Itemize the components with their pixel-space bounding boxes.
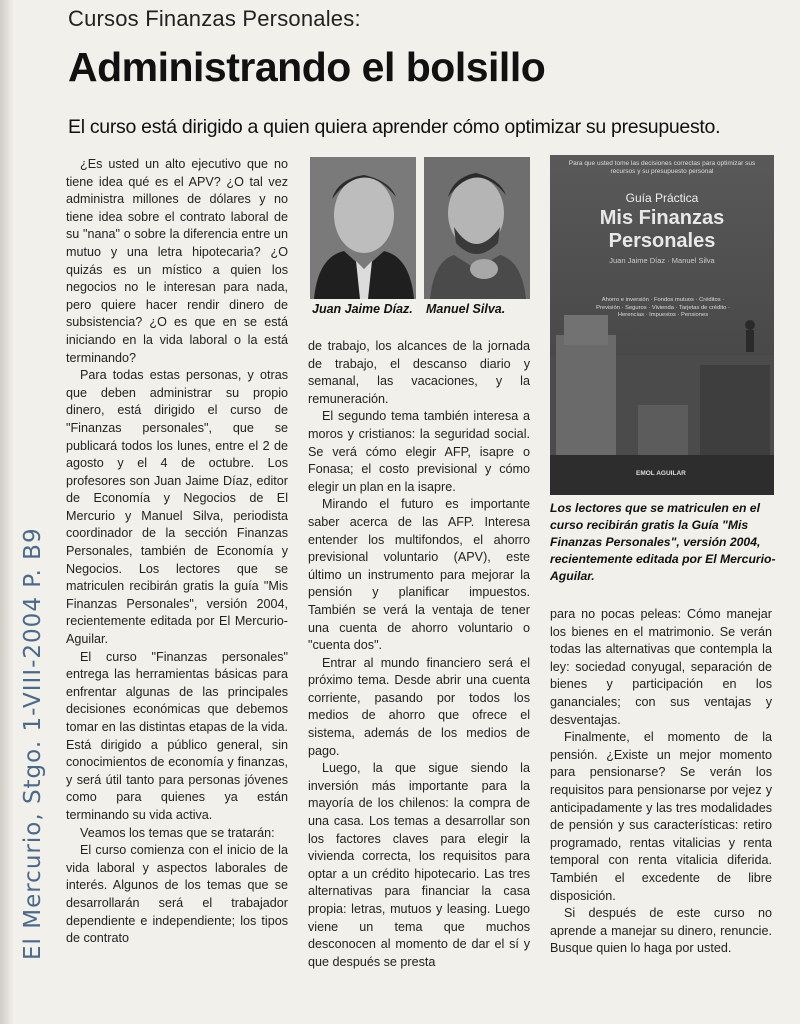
paragraph: para no pocas peleas: Cómo manejar los bienes en el matrimonio. Se verán todas las alternativas que contempla la ley: sociedad conyugal, separación de bienes y participación en los gananciales; con sus ventajas y desventajas. xyxy=(550,607,772,727)
portrait-icon xyxy=(310,157,416,299)
paragraph: Entrar al mundo financiero será el próximo tema. Desde abrir una cuenta corriente, pasando por todos los medios de ahorro que ofrece el sistema, además de los medios de pago. xyxy=(308,655,530,758)
body-column-1 xyxy=(66,156,288,996)
book-caption: Los lectores que se matriculen en el curso recibirán gratis la Guía "Mis Finanzas Personales", versión 2004, recientemente editada por El Mercurio-Aguilar. xyxy=(550,501,776,583)
handwritten-source-note: El Mercurio, Stgo. 1-VIII-2004 P. B9 xyxy=(20,527,46,960)
body-column-2 xyxy=(308,338,530,998)
paragraph: ¿Es usted un alto ejecutivo que no tiene idea qué es el APV? ¿O tal vez administra millones de dólares y no tiene idea sobre el contrato laboral de su "nana" o sobre la diferencia entre un mutuo y una letra hipotecaria? ¿O quizás es un místico a quien los negocios no le interesan para nada, pero quiere hacer rendir dinero de subsistencia? ¿O es que en se está iniciando en la vida laboral o la está terminando? xyxy=(66,157,288,365)
portrait-icon xyxy=(424,157,530,299)
paragraph: Mirando el futuro es importante saber acerca de las AFP. Interesa entender los multifondos, el ahorro previsional voluntario (APV), este último un instrumento para mejorar la pensión y planificar impuestos. También se verá la ventaja de tener una cuenta de ahorro voluntario o "cuenta dos". xyxy=(308,497,530,653)
book-cover-image xyxy=(550,155,774,495)
paragraph: El curso "Finanzas personales" entrega las herramientas básicas para enfrentar algunas de las principales decisiones económicas que debemos tomar en las distintas etapas de la vida. Está dirigido a público general, sin conocimientos de economía y finanzas, y será útil tanto para personas jóvenes como para quienes ya están terminando su vida activa. xyxy=(66,649,288,822)
paragraph: El curso comienza con el inicio de la vida laboral y aspectos laborales de interés. Algunos de los temas que se desarrollarán será el trabajador dependiente e independiente; los tipos de contrato xyxy=(66,843,288,946)
photo-caption: Juan Jaime Díaz. xyxy=(312,302,413,316)
article-headline: Administrando el bolsillo xyxy=(68,44,546,90)
photo-caption: Manuel Silva. xyxy=(426,302,506,316)
paragraph: El segundo tema también interesa a moros y cristianos: la seguridad social. Se verá cómo elegir AFP, isapre o Fonasa; el costo previsional y cómo elegir un plan en la isapre. xyxy=(308,409,530,494)
paragraph: de trabajo, los alcances de la jornada de trabajo, el descanso diario y semanal, las vacaciones, y la remuneración. xyxy=(308,339,530,406)
body-column-3 xyxy=(550,606,772,1001)
book-title-line1: Mis Finanzas xyxy=(599,207,725,229)
photo-manuel-silva xyxy=(424,157,530,299)
page-edge-shadow xyxy=(0,0,14,1024)
city-skyline-icon xyxy=(550,155,774,495)
book-publisher: EMOL AGUILAR xyxy=(636,470,686,477)
book-title-line2: Personales xyxy=(608,230,716,252)
book-label: Guía Práctica xyxy=(625,191,699,205)
paragraph: Luego, la que sigue siendo la inversión más importante para la mayoría de los chilenos: la compra de una casa. Los temas a desarrollar son los factores claves para elegir la vivienda correcta, los requisitos para optar a un crédito hipotecario. Las tres alternativas para financiar la casa propia: letras, mutuos y leasing. Luego viene un tema que muchos desconocen al momento de dar el sí y que después se presta xyxy=(308,761,530,969)
book-topics: Ahorro e inversión · Fondos mutuos · Créditos · Previsión · Seguros · Vivienda · Tarjetas de crédito · Herencias · Impuestos · Pensiones xyxy=(596,297,730,319)
paragraph: Si después de este curso no aprende a manejar su dinero, renuncie. Busque quien lo haga por usted. xyxy=(550,906,772,956)
article-kicker: Cursos Finanzas Personales: xyxy=(68,6,361,31)
article-deck: El curso está dirigido a quien quiera aprender cómo optimizar su presupuesto. xyxy=(68,116,721,138)
paragraph: Finalmente, el momento de la pensión. ¿Existe un mejor momento para pensionarse? Se verán los requisitos para pensionarse por vejez y anticipadamente y las tres modalidades de pensión y sus características: retiro programado, rentas vitalicias y renta temporal con renta vitalicia diferida. También el excedente de libre disposición. xyxy=(550,730,772,903)
book-authors: Juan Jaime Díaz · Manuel Silva xyxy=(609,256,715,265)
photo-juan-jaime-diaz xyxy=(310,157,416,299)
paragraph: Veamos los temas que se tratarán: xyxy=(80,825,275,840)
paragraph: Para todas estas personas, y otras que deben administrar su propio dinero, está dirigido el curso de "Finanzas personales", que se publicará todos los lunes, entre el 2 de agosto y el 4 de octubre. Los profesores son Juan Jaime Díaz, editor de Economía y Negocios de El Mercurio y Manuel Silva, periodista coordinador de la sección Finanzas Personales, también de Economía y Negocios. Los lectores que se matriculen recibirán gratis la guía "Mis Finanzas Personales", versión 2004, recientemente editada por El Mercurio-Aguilar. xyxy=(66,368,288,647)
book-blurb: Para que usted tome las decisiones correctas para optimizar sus recursos y su presupuesto personal xyxy=(568,160,756,175)
